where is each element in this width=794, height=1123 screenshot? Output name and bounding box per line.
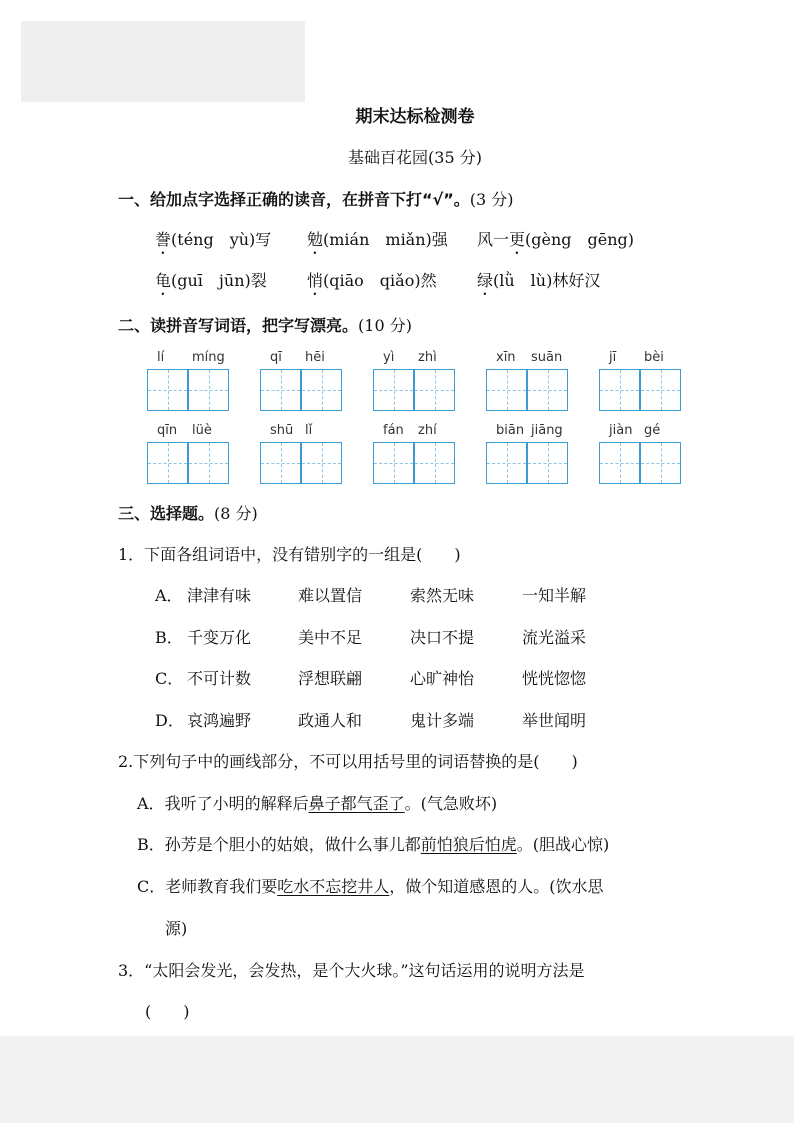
question-1-stem: 1．下面各组词语中，没有错别字的一组是( ) — [118, 545, 461, 564]
pinyin-label: jiàn — [609, 423, 633, 438]
writing-grid-cell[interactable] — [414, 369, 455, 411]
writing-grid-cell[interactable] — [527, 442, 568, 484]
pinyin-label: gé — [644, 423, 661, 438]
pinyin-item-4: 龟(guī jūn)裂 — [155, 271, 267, 290]
pinyin-label: lǐ — [305, 423, 313, 438]
question-1-option-word: 决口不提 — [410, 628, 475, 647]
pinyin-label: fán — [383, 423, 404, 438]
pinyin-label: shū — [270, 423, 294, 438]
writing-grid-cell[interactable] — [260, 442, 301, 484]
writing-grid-cell[interactable] — [301, 369, 342, 411]
pinyin-label: jiāng — [531, 423, 563, 438]
question-2-option-b: B．孙芳是个胆小的姑娘，做什么事儿都前怕狼后怕虎。(胆战心惊) — [137, 835, 610, 854]
section3-heading: 三、选择题。(8 分) — [118, 504, 258, 523]
writing-grid-cell[interactable] — [188, 369, 229, 411]
question-1-option-word: 哀鸿遍野 — [187, 711, 252, 730]
pinyin-label: hēi — [305, 350, 325, 365]
question-1-option-word: 美中不足 — [298, 628, 363, 647]
pinyin-item-3: 风一更(gèng gēng) — [477, 230, 635, 249]
question-1-option-label: A． — [155, 586, 183, 605]
writing-grid-cell[interactable] — [599, 442, 640, 484]
writing-grid-cell[interactable] — [640, 369, 681, 411]
writing-grid-cell[interactable] — [147, 442, 188, 484]
page-title: 期末达标检测卷 — [355, 107, 475, 127]
writing-grid-cell[interactable] — [414, 442, 455, 484]
pinyin-label: míng — [192, 350, 225, 365]
pinyin-label: lí — [157, 350, 165, 365]
pinyin-label: qīn — [157, 423, 178, 438]
question-2-option-a: A．我听了小明的解释后鼻子都气歪了。(气急败坏) — [137, 794, 498, 813]
image-placeholder — [21, 21, 305, 102]
question-1-option-word: 难以置信 — [298, 586, 363, 605]
question-1-option-word: 不可计数 — [187, 669, 252, 688]
footer-band — [0, 1036, 794, 1123]
question-3-answer-blank: ( ) — [145, 1002, 190, 1021]
pinyin-item-1: 誊(téng yù)写 — [155, 230, 272, 249]
writing-grid-cell[interactable] — [188, 442, 229, 484]
writing-grid-cell[interactable] — [527, 369, 568, 411]
question-1-option-label: C． — [155, 669, 184, 688]
pinyin-label: xīn — [496, 350, 516, 365]
pinyin-label: jī — [609, 350, 617, 365]
writing-grid-cell[interactable] — [147, 369, 188, 411]
question-1-option-word: 鬼计多端 — [410, 711, 475, 730]
page-subtitle: 基础百花园(35 分) — [348, 148, 482, 167]
question-1-option-word: 流光溢采 — [522, 628, 587, 647]
question-1-option-word: 心旷神怡 — [410, 669, 475, 688]
question-2-stem: 2.下列句子中的画线部分，不可以用括号里的词语替换的是( ) — [118, 752, 578, 771]
question-1-option-word: 恍恍惚惚 — [522, 669, 587, 688]
question-1-option-word: 政通人和 — [298, 711, 363, 730]
question-2-option-c: C．老师教育我们要吃水不忘挖井人，做个知道感恩的人。(饮水思 — [137, 877, 604, 896]
question-1-option-word: 举世闻明 — [522, 711, 587, 730]
question-1-option-label: D． — [155, 711, 184, 730]
pinyin-item-6: 绿(lǜ lù)林好汉 — [477, 271, 601, 290]
writing-grid-cell[interactable] — [373, 369, 414, 411]
question-1-option-label: B． — [155, 628, 183, 647]
pinyin-label: bèi — [644, 350, 664, 365]
question-1-option-word: 津津有味 — [187, 586, 252, 605]
pinyin-label: zhì — [418, 350, 437, 365]
question-3-stem: 3．“太阳会发光，会发热，是个大火球。”这句话运用的说明方法是 — [118, 961, 585, 980]
pinyin-label: yì — [383, 350, 395, 365]
writing-grid-cell[interactable] — [486, 369, 527, 411]
writing-grid-cell[interactable] — [640, 442, 681, 484]
question-1-option-word: 一知半解 — [522, 586, 587, 605]
writing-grid-cell[interactable] — [486, 442, 527, 484]
section2-heading: 二、读拼音写词语，把字写漂亮。(10 分) — [118, 316, 412, 335]
section1-heading: 一、给加点字选择正确的读音，在拼音下打“√”。(3 分) — [118, 190, 514, 209]
writing-grid-cell[interactable] — [301, 442, 342, 484]
pinyin-label: lüè — [192, 423, 212, 438]
pinyin-item-5: 悄(qiāo qiǎo)然 — [307, 271, 437, 290]
pinyin-label: zhí — [418, 423, 437, 438]
question-1-option-word: 千变万化 — [187, 628, 252, 647]
question-1-option-word: 索然无味 — [410, 586, 475, 605]
pinyin-item-2: 勉(mián miǎn)强 — [307, 230, 448, 249]
pinyin-label: biān — [496, 423, 525, 438]
writing-grid-cell[interactable] — [599, 369, 640, 411]
writing-grid-cell[interactable] — [260, 369, 301, 411]
pinyin-label: suān — [531, 350, 563, 365]
writing-grid-cell[interactable] — [373, 442, 414, 484]
question-2-option-c-continued: 源) — [165, 919, 188, 938]
question-1-option-word: 浮想联翩 — [298, 669, 363, 688]
pinyin-label: qī — [270, 350, 282, 365]
